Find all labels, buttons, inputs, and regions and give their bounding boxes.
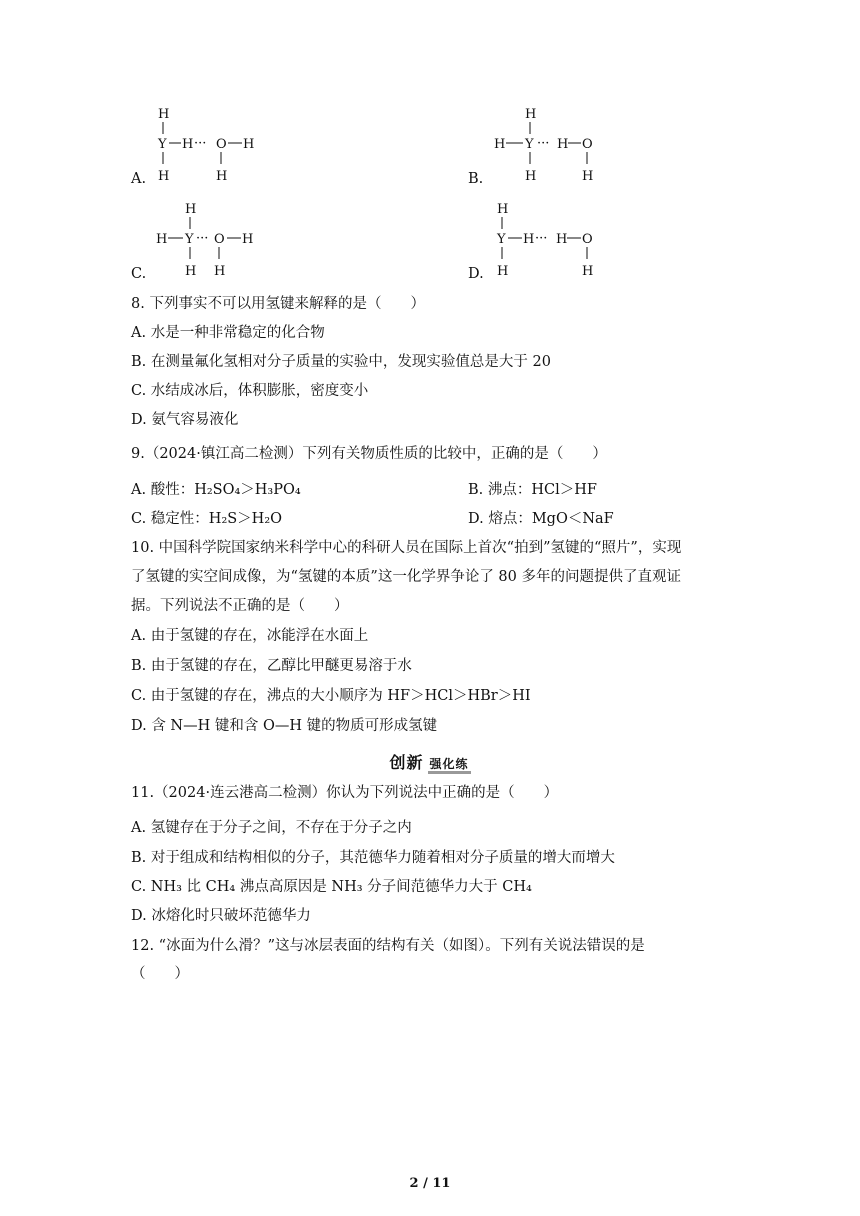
atom-y: Y — [158, 137, 167, 152]
q8-option-d: D. 氨气容易液化 — [131, 412, 239, 428]
q10-option-a: A. 由于氢键的存在，冰能浮在水面上 — [131, 628, 369, 644]
q7-option-a-label: A. — [131, 171, 147, 187]
q7-structure-b — [490, 100, 610, 190]
atom-h: H — [214, 264, 226, 279]
q11-option-c: C. NH₃ 比 CH₄ 沸点高原因是 NH₃ 分子间范德华力大于 CH₄ — [131, 879, 532, 895]
atom-h: H — [497, 202, 509, 217]
atom-h: H — [582, 169, 594, 184]
q9-option-b: B. 沸点：HCl＞HF — [468, 482, 597, 498]
atom-h: H — [525, 107, 537, 122]
atom-h: H — [182, 137, 194, 152]
atom-y: Y — [185, 232, 194, 247]
q11-option-a: A. 氢键存在于分子之间，不存在于分子之内 — [131, 820, 412, 836]
q12-stem-line-2: （ ） — [131, 966, 189, 982]
q8-stem: 8. 下列事实不可以用氢键来解释的是（ ） — [131, 296, 425, 312]
q9-option-a: A. 酸性：H₂SO₄＞H₃PO₄ — [131, 482, 301, 498]
atom-h: H — [582, 264, 594, 279]
atom-o: O — [582, 232, 593, 247]
q10-option-c: C. 由于氢键的存在，沸点的大小顺序为 HF＞HCl＞HBr＞HI — [131, 688, 531, 704]
atom-h: H — [557, 137, 569, 152]
q12-stem-line-1: 12. “冰面为什么滑？”这与冰层表面的结构有关（如图）。下列有关说法错误的是 — [131, 938, 645, 954]
atom-h: H — [185, 202, 197, 217]
q10-option-d: D. 含 N—H 键和含 O—H 键的物质可形成氢键 — [131, 718, 438, 734]
atom-h: H — [158, 169, 170, 184]
section-title: 创新 — [389, 753, 424, 772]
atom-y: Y — [497, 232, 506, 247]
atom-o: O — [216, 137, 227, 152]
q10-option-b: B. 由于氢键的存在，乙醇比甲醚更易溶于水 — [131, 658, 412, 674]
page-number: 2 / 11 — [409, 1176, 451, 1191]
q7-option-b-label: B. — [468, 171, 484, 187]
q8-option-b: B. 在测量氟化氢相对分子质量的实验中，发现实验值总是大于 20 — [131, 354, 551, 370]
section-subtitle: 强化练 — [428, 757, 471, 774]
q9-option-d: D. 熔点：MgO＜NaF — [468, 511, 614, 527]
q7-option-c-label: C. — [131, 266, 147, 282]
q7-structure-d — [490, 195, 610, 285]
atom-o: O — [214, 232, 225, 247]
q9-stem: 9.（2024·镇江高二检测）下列有关物质性质的比较中，正确的是（ ） — [131, 446, 607, 462]
q8-option-c: C. 水结成冰后，体积膨胀，密度变小 — [131, 383, 369, 399]
q8-option-a: A. 水是一种非常稳定的化合物 — [131, 325, 325, 341]
atom-hb: ··· — [194, 136, 207, 151]
q11-option-d: D. 冰熔化时只破坏范德华力 — [131, 908, 311, 924]
atom-hb: ··· — [537, 136, 550, 151]
atom-o: O — [582, 137, 593, 152]
atom-hb: ··· — [535, 231, 548, 246]
q10-stem-line-3: 据。下列说法不正确的是（ ） — [131, 598, 349, 614]
q9-option-c: C. 稳定性：H₂S＞H₂O — [131, 511, 283, 527]
atom-y: Y — [525, 137, 534, 152]
q10-stem-line-2: 了氢键的实空间成像，为“氢键的本质”这一化学界争论了 80 多年的问题提供了直观证 — [131, 569, 681, 585]
q7-structure-c — [152, 195, 272, 285]
atom-hb: ··· — [196, 231, 209, 246]
atom-h: H — [525, 169, 537, 184]
atom-h: H — [156, 232, 168, 247]
atom-h: H — [185, 264, 197, 279]
atom-h: H — [497, 264, 509, 279]
q7-structure-a — [150, 100, 270, 190]
section-header — [0, 750, 860, 773]
atom-h: H — [216, 169, 228, 184]
q11-stem: 11.（2024·连云港高二检测）你认为下列说法中正确的是（ ） — [131, 785, 559, 801]
atom-h: H — [242, 232, 254, 247]
atom-h: H — [556, 232, 568, 247]
q7-option-d-label: D. — [468, 266, 484, 282]
q11-option-b: B. 对于组成和结构相似的分子，其范德华力随着相对分子质量的增大而增大 — [131, 850, 615, 866]
atom-h: H — [523, 232, 535, 247]
atom-h: H — [494, 137, 506, 152]
q10-stem-line-1: 10. 中国科学院国家纳米科学中心的科研人员在国际上首次“拍到”氢键的“照片”，实现 — [131, 540, 682, 556]
atom-h: H — [243, 137, 255, 152]
atom-h: H — [158, 107, 170, 122]
